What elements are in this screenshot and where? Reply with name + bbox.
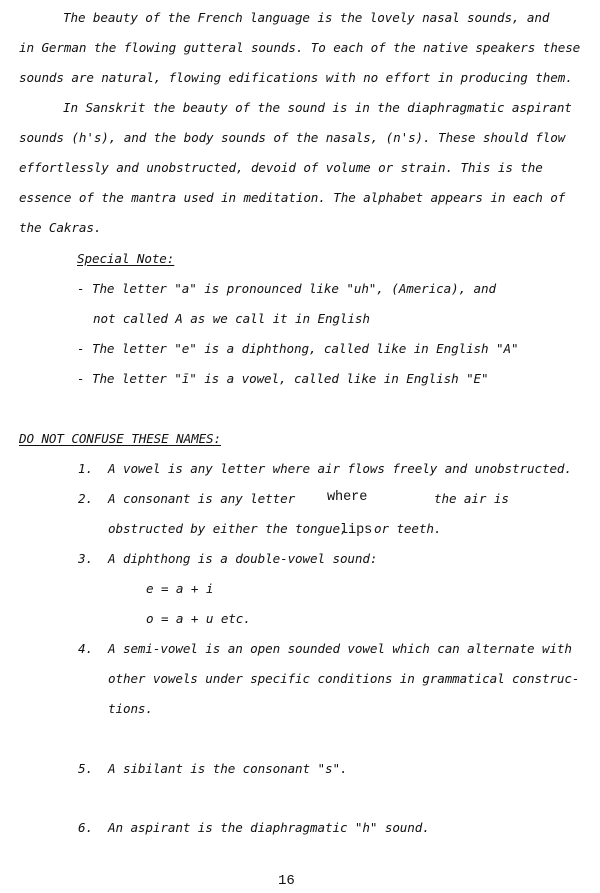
item-text: An aspirant is the diaphragmatic "h" sound. xyxy=(108,820,430,835)
item-number: 2. xyxy=(78,491,93,506)
item-text: A semi-vowel is an open sounded vowel which can alternate with xyxy=(108,641,572,656)
note-item: - The letter "e" is a diphthong, called like in English "A" xyxy=(77,341,519,356)
item-text: or teeth. xyxy=(374,521,442,536)
item-text: A sibilant is the consonant "s". xyxy=(108,761,348,776)
item-text-continuation: tions. xyxy=(108,701,153,716)
item-number: 1. xyxy=(78,461,93,476)
text-line: in German the flowing gutteral sounds. To each of the native speakers these xyxy=(19,40,581,55)
item-number: 4. xyxy=(78,641,93,656)
text-line: effortlessly and unobstructed, devoid of volume or strain. This is the xyxy=(19,160,543,175)
page-number: 16 xyxy=(278,873,295,889)
definition-item xyxy=(78,641,572,657)
text-line: The beauty of the French language is the lovely nasal sounds, and xyxy=(63,10,550,25)
text-line: the Cakras. xyxy=(19,220,102,235)
note-item-continuation: not called A as we call it in English xyxy=(93,311,370,326)
item-text: A vowel is any letter where air flows freely and unobstructed. xyxy=(108,461,572,476)
item-text: the air is xyxy=(434,491,509,506)
item-text-continuation: obstructed by either the tongue, xyxy=(108,521,348,536)
text-line: sounds (h's), and the body sounds of the nasals, (n's). These should flow xyxy=(19,130,566,145)
item-text: A diphthong is a double-vowel sound: xyxy=(108,551,378,566)
diphthong-equation: e = a + i xyxy=(146,581,214,596)
diphthong-equation: o = a + u etc. xyxy=(146,611,251,626)
definition-item xyxy=(78,820,430,836)
text-line: sounds are natural, flowing edifications with no effort in producing them. xyxy=(19,70,573,85)
special-note-heading: Special Note: xyxy=(77,251,175,266)
item-text-typed: where xyxy=(327,490,368,505)
item-number: 3. xyxy=(78,551,93,566)
definition-item xyxy=(78,461,572,477)
definition-item xyxy=(78,551,377,567)
text-line: In Sanskrit the beauty of the sound is in the diaphragmatic aspirant xyxy=(63,100,572,115)
text-line: essence of the mantra used in meditation. The alphabet appears in each of xyxy=(19,190,566,205)
item-number: 5. xyxy=(78,761,93,776)
note-item: - The letter "a" is pronounced like "uh", (America), and xyxy=(77,281,496,296)
definitions-heading: DO NOT CONFUSE THESE NAMES: xyxy=(19,431,222,446)
definition-item xyxy=(78,761,347,777)
item-text: A consonant is any letter xyxy=(108,491,296,506)
item-text-typed: lips xyxy=(340,523,373,538)
item-number: 6. xyxy=(78,820,93,835)
item-text-continuation: other vowels under specific conditions in grammatical construc- xyxy=(108,671,580,686)
definition-item xyxy=(78,491,295,507)
note-item: - The letter "ī" is a vowel, called like in English "E" xyxy=(77,371,489,386)
